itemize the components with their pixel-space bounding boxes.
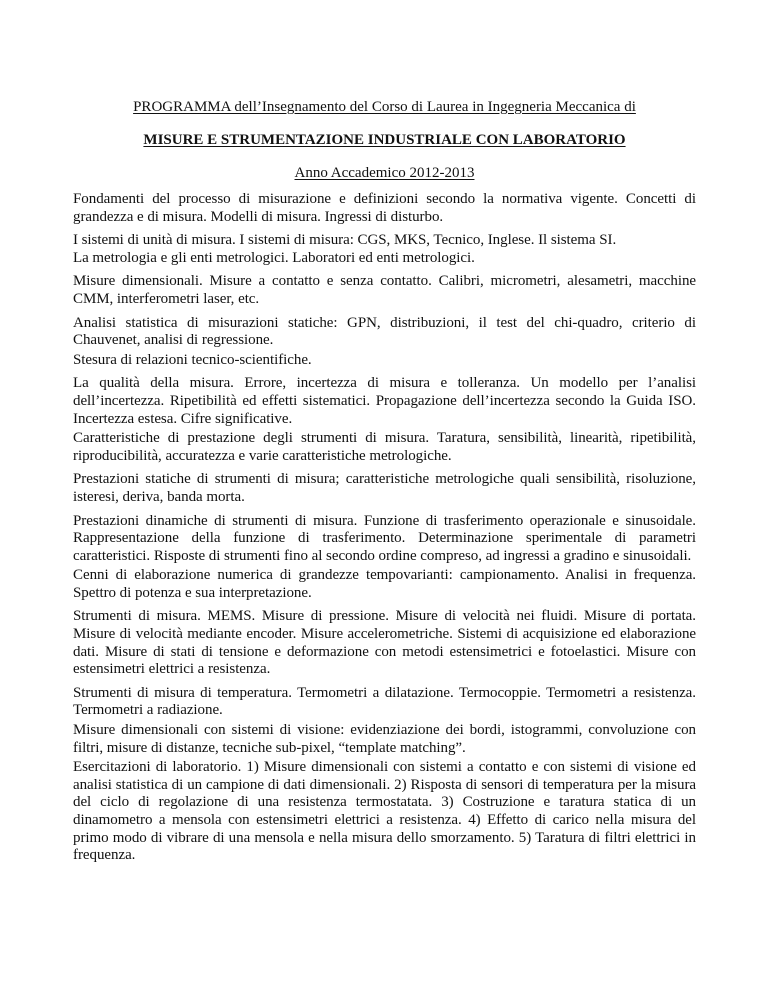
paragraph-dynamic-performance: Prestazioni dinamiche di strumenti di misura. Funzione di trasferimento operazionale e sinusoidale. Rappresentazione della funzione di trasferimento. Determinazione sperimentale di parametri caratteristici. Risposte di strumenti fino al secondo ordine compreso, ad ingressi a gradino e sinusoidali. — [73, 512, 696, 564]
paragraph-numerical-processing: Cenni di elaborazione numerica di grandezze tempovarianti: campionamento. Analisi in frequenza. Spettro di potenza e sua interpretazione. — [73, 567, 696, 601]
program-heading-text: PROGRAMMA dell’Insegnamento del Corso di Laurea in Ingegneria Meccanica di — [133, 99, 636, 115]
paragraph-unit-systems-line1: I sistemi di unità di misura. I sistemi di misura: CGS, MKS, Tecnico, Inglese. Il sistema SI. — [73, 232, 617, 249]
paragraph-vision-systems: Misure dimensionali con sistemi di visione: evidenziazione dei bordi, istogrammi, convoluzione con filtri, misure di distanze, tecniche sub-pixel, “template matching”. — [73, 722, 696, 756]
paragraph-dimensional-measures: Misure dimensionali. Misure a contatto e senza contatto. Calibri, micrometri, alesametri, macchine CMM, interferometri laser, etc. — [73, 273, 696, 307]
paragraph-fundamentals: Fondamenti del processo di misurazione e definizioni secondo la normativa vigente. Concetti di grandezza e di misura. Modelli di misura. Ingressi di disturbo. — [73, 191, 696, 225]
paragraph-measuring-instruments: Strumenti di misura. MEMS. Misure di pressione. Misure di velocità nei fluidi. Misure di portata. Misure di velocità mediante encoder. Misure accelerometriche. Sistemi di acquisizione ed elaborazione dati. Misure di stati di tensione e deformazione con metodi estensimetrici e fotoelastici. Misure con estensimetri elettrici a resistenza. — [73, 608, 696, 678]
academic-year — [73, 164, 696, 182]
paragraph-static-performance: Prestazioni statiche di strumenti di misura; caratteristiche metrologiche quali sensibilità, risoluzione, isteresi, deriva, banda morta. — [73, 471, 696, 505]
paragraph-technical-reports: Stesura di relazioni tecnico-scientifiche. — [73, 351, 312, 368]
paragraph-laboratory-exercises: Esercitazioni di laboratorio. 1) Misure dimensionali con sistemi a contatto e con sistemi di visione ed analisi statistica di un campione di dati dimensionali. 2) Risposta di sensori di temperatura per la misura del ciclo di regolazione di una resistenza termostatata. 3) Costruzione e taratura statica di un dinamometro a mensola con estensimetri elettrici a resistenza. 4) Effetto di carico nella misura del primo modo di vibrare di una mensola e nella misura dello smorzamento. 5) Taratura di filtri elettrici in frequenza. — [73, 759, 696, 864]
paragraph-unit-systems-line2: La metrologia e gli enti metrologici. Laboratori ed enti metrologici. — [73, 249, 475, 266]
course-title — [73, 131, 696, 149]
paragraph-measurement-quality: La qualità della misura. Errore, incertezza di misura e tolleranza. Un modello per l’analisi dell’incertezza. Ripetibilità ed effetti sistematici. Propagazione dell’incertezza secondo la Guida ISO. Incertezza estesa. Cifre significative. — [73, 375, 696, 427]
paragraph-temperature-instruments: Strumenti di misura di temperatura. Termometri a dilatazione. Termocoppie. Termometri a resistenza. Termometri a radiazione. — [73, 684, 696, 719]
syllabus-body — [73, 191, 696, 871]
paragraph-instrument-characteristics: Caratteristiche di prestazione degli strumenti di misura. Taratura, sensibilità, linearità, ripetibilità, riproducibilità, accuratezza e varie caratteristiche metrologiche. — [73, 430, 696, 464]
paragraph-statistical-analysis: Analisi statistica di misurazioni statiche: GPN, distribuzioni, il test del chi-quadro, criterio di Chauvenet, analisi di regressione. — [73, 314, 696, 349]
academic-year-text: Anno Accademico 2012-2013 — [294, 165, 475, 181]
course-title-text: MISURE E STRUMENTAZIONE INDUSTRIALE CON LABORATORIO — [143, 132, 626, 148]
program-heading — [73, 98, 696, 116]
paragraph-unit-systems — [73, 232, 696, 267]
